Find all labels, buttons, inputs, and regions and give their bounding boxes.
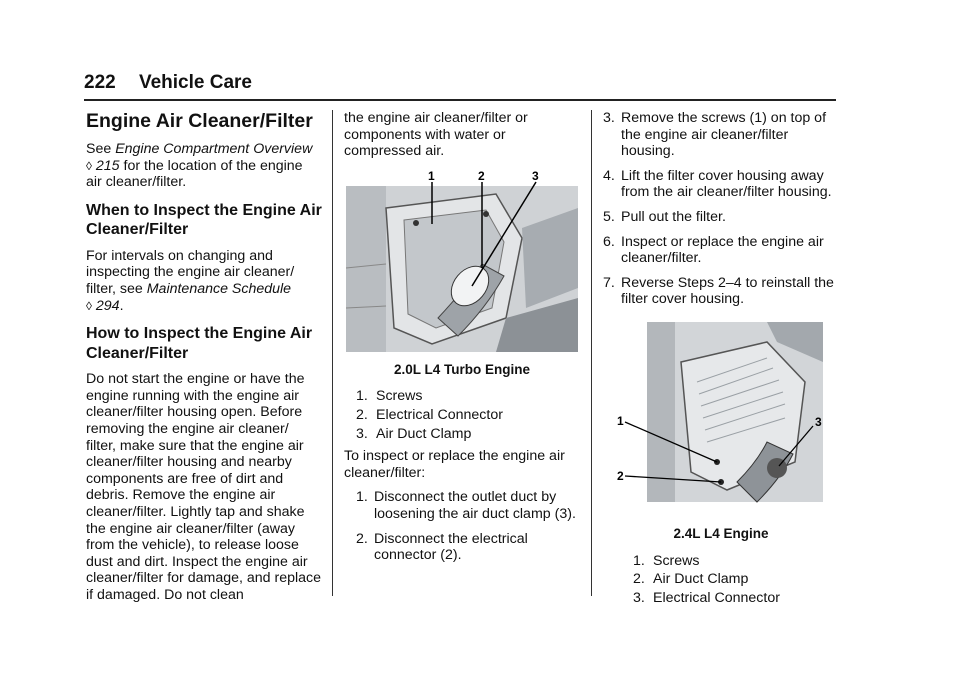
cross-reference-link[interactable]: Maintenance Schedule [146,280,292,297]
step-text: Pull out the filter. [621,208,726,225]
column-divider [591,110,592,596]
procedure-steps-continued [603,110,839,308]
when-text: For intervals on changing and inspecting the engine air cleaner/ filter, see [86,247,295,297]
legend-label: Air Duct Clamp [376,425,472,442]
legend-item [633,590,839,607]
step-text: Remove the screws (1) on top of the engine air cleaner/filter housing. [621,110,827,160]
column-divider [332,110,333,596]
cross-reference-link[interactable]: Engine Compartment Overview [115,141,313,157]
section-heading-how: How to Inspect the Engine Air Cleaner/Filter [86,325,313,362]
page-reference[interactable]: 294 [95,297,120,314]
figure-turbo-engine [346,168,578,358]
legend-number: 3. [356,425,368,442]
legend-item [633,571,839,588]
callout-3: 3 [815,414,822,429]
see-prefix: See [86,141,116,157]
callout-3: 3 [532,168,539,183]
legend-item [356,388,580,405]
step-item [356,531,580,564]
legend-number: 2. [633,571,645,588]
turbo-engine-illustration [346,168,578,358]
step-text: Disconnect the electrical connector (2). [374,530,528,564]
callout-2: 2 [478,168,485,183]
callout-1: 1 [617,413,624,428]
callout-2: 2 [617,468,624,483]
page-ref-icon: ◊ [86,158,92,173]
continued-paragraph: the engine air cleaner/filter or components with water or compressed air. [344,110,528,160]
step-number: 6. [603,233,615,250]
step-number: 7. [603,274,615,291]
legend-item [356,407,580,424]
header-rule [84,99,836,101]
section-title: Vehicle Care [138,72,253,93]
step-number: 5. [603,208,615,225]
step-item [603,110,839,160]
legend-item [356,426,580,443]
legend-number: 1. [356,388,368,405]
legend-number: 1. [633,552,645,569]
figure-legend [356,388,580,442]
article-title: Engine Air Cleaner/Filter [86,110,313,132]
column-3 [603,110,839,612]
step-number: 2. [356,530,368,547]
legend-label: Air Duct Clamp [653,571,749,588]
figure-caption: 2.0L L4 Turbo Engine [393,361,530,377]
page-header [84,72,252,94]
legend-label: Screws [376,388,423,405]
procedure-steps [356,489,580,563]
step-item [356,489,580,522]
how-paragraph: Do not start the engine or have the engine running with the engine air cleaner/filter housing open. Before removing the engine air cleaner/ filter, make sure that the engine air cleaner/filter housing and nearby components are free of dirt and debris. Remove the engine air cleaner/filter. Lightly tap and shake the engine air cleaner/filter (away from the vehicle), to release loose dust and dirt. Inspect the engine air cleaner/filter for damage, and replace if damaged. Do not clean [86,371,322,603]
see-paragraph [86,141,322,191]
legend-item [633,553,839,570]
callout-1: 1 [428,168,435,183]
legend-number: 2. [356,406,368,423]
step-item [603,209,839,226]
figure-caption: 2.4L L4 Engine [673,525,769,541]
column-2 [344,110,580,572]
column-1 [86,110,322,611]
figure-engine-24l [617,322,823,522]
legend-number: 3. [633,589,645,606]
when-end: . [119,297,124,314]
section-heading-when: When to Inspect the Engine Air Cleaner/Filter [86,201,322,239]
procedure-intro: To inspect or replace the engine air cleaner/filter: [344,448,565,481]
engine-24l-illustration [617,322,823,506]
step-number: 1. [356,489,368,506]
figure-legend [633,553,839,607]
page-number: 222 [84,72,116,93]
step-number: 3. [603,110,615,126]
step-text: Lift the filter cover housing away from the air cleaner/filter housing. [621,167,832,201]
step-text: Disconnect the outlet duct by loosening the air duct clamp (3). [374,489,576,522]
legend-label: Screws [653,552,700,569]
step-item [603,275,839,308]
step-number: 4. [603,167,615,184]
see-suffix: for the location of the engine air cleaner/filter. [86,157,303,191]
step-item [603,168,839,201]
legend-label: Electrical Connector [653,589,780,606]
when-paragraph [86,248,322,314]
page-reference[interactable]: 215 [95,157,120,174]
step-text: Inspect or replace the engine air cleaner/filter. [621,233,824,267]
page-ref-icon: ◊ [86,298,92,313]
legend-label: Electrical Connector [376,406,503,423]
step-item [603,234,839,267]
step-text: Reverse Steps 2–4 to reinstall the filter cover housing. [621,274,834,308]
